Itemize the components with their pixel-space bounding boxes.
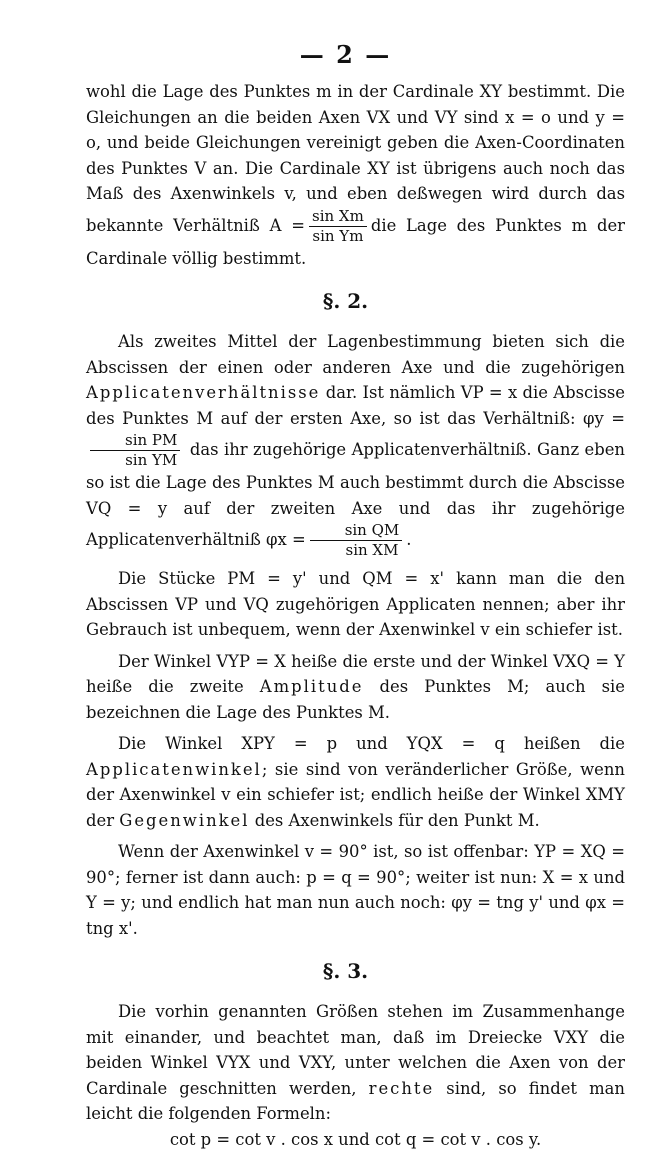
fraction-numerator: sin Xm [309,207,367,227]
section-heading-2: §. 2. [322,289,369,313]
paragraph-relations [86,999,625,1127]
paragraph-text: Als zweites Mittel der Lagenbestimmung bieten sich die Abscissen der einen oder anderen Axe und die zugehörigen [86,332,625,377]
fraction-numerator: sin PM [90,431,180,451]
fraction-numerator: sin QM [310,521,403,541]
paragraph-text: ; sie sind von veränderlicher Größe, wenn der Axenwinkel v ein schiefer ist; endlich heiße der Winkel XMY der [86,759,625,830]
paragraph-right-angle-case: Wenn der Axenwinkel v = 90° ist, so ist offenbar: YP = XQ = 90°; ferner ist dann auch: p = q = 90°; weiter ist nun: X = x und Y = y; und endlich hat man nun auch noch: φy = tng y' und φx = tng x'. [86,842,625,938]
paragraph-applicates: Die Stücke PM = y' und QM = x' kann man die den Abscissen VP und VQ zugehörigen Applicaten nennen; aber ihr Gebrauch ist unbequem, wenn der Axenwinkel v ein schiefer ist. [86,569,625,639]
page-number: — 2 — [299,40,392,69]
spaced-term: Applicatenwinkel [86,759,262,779]
fraction-ratio-a [309,207,367,246]
paragraph-text: Der Winkel VYP = X heiße die erste und der Winkel VXQ = Y heiße die zweite [86,651,625,696]
paragraph-text: die Lage des Punktes m der Cardinale völlig bestimmt. [86,215,625,268]
paragraph-amplitude [86,649,625,726]
paragraph-text: das ihr zugehörige Applicatenverhältniß. Ganz eben so ist die Lage des Punktes M auch bestimmt durch die Abscisse VQ = y auf der zweiten Axe und das ihr zugehörige Applicatenverhältniß φx = [86,440,625,549]
fraction-phi-y [90,431,180,470]
section-heading-3: §. 3. [322,959,369,983]
fraction-denominator: sin YM [125,451,178,469]
paragraph-continued [86,79,625,271]
formula-cot: cot p = cot v . cos x und cot q = cot v . cos y. [169,1129,542,1149]
spaced-term: Applicatenverhältnisse [86,383,321,402]
fraction-denominator: sin XM [345,541,399,559]
paragraph-abscissae [86,329,625,560]
paragraph-applicate-angles [86,731,625,833]
paragraph-text: dar. Ist nämlich VP = x die Abscisse des Punktes M auf der ersten Axe, so ist das Verhältniß: φy = [86,383,625,428]
paragraph-text: sind, so findet man leicht die folgenden Formeln: [86,1078,625,1123]
paragraph-text: des Axenwinkels für den Punkt M. [254,810,540,830]
paragraph-text: Die Winkel XPY = p und YQX = q heißen die [118,734,625,753]
spaced-term: Amplitude [259,677,364,696]
fraction-phi-x [310,521,403,560]
spaced-term: rechte [368,1078,435,1098]
paragraph-text: wohl die Lage des Punktes m in der Cardinale XY bestimmt. Die Gleichungen an die beiden Axen VX und VY sind x = o und y = o, und beide Gleichungen vereinigt geben die Axen-Coordinaten des Punktes V an. Die Cardinale XY ist übrigens auch noch das Maß des Axenwinkels v, und eben deßwegen wird durch das bekannte Verhältniß A = [86,82,625,235]
paragraph-text: . [406,530,412,549]
paragraph-text: Die vorhin genannten Größen stehen im Zusammenhange mit einander, und beachtet man, daß im Dreiecke VXY die beiden Winkel VYX und VXY, unter welchen die Axen von der Cardinale geschnitten werden, [86,1002,625,1098]
fraction-denominator: sin Ym [312,226,364,245]
paragraph-text: des Punktes M; auch sie bezeichnen die Lage des Punktes M. [86,677,625,722]
spaced-term: Gegenwinkel [119,810,250,830]
